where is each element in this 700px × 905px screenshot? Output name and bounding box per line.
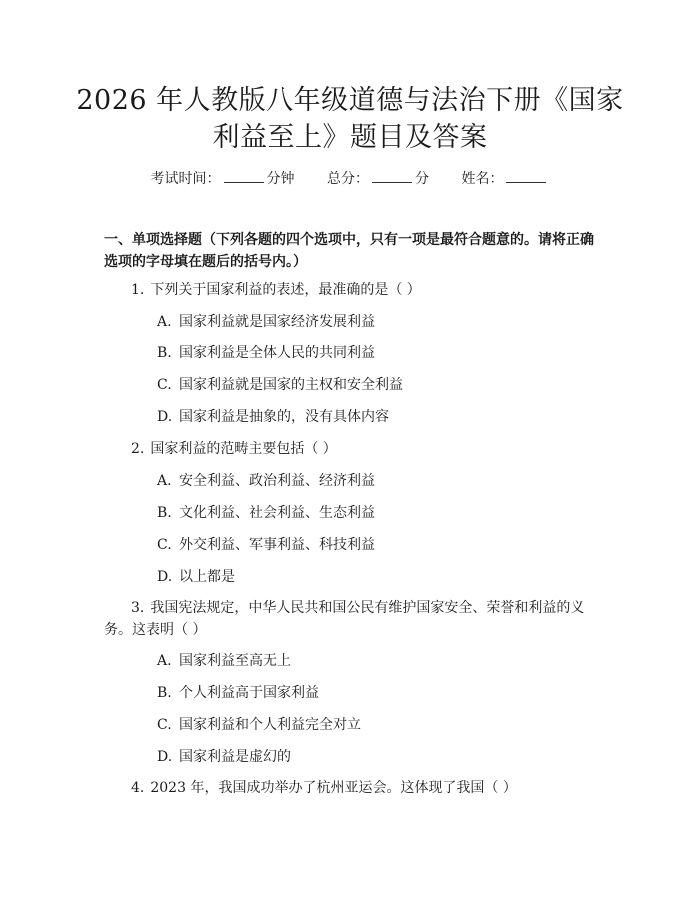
option-text: 文化利益、社会利益、生态利益 bbox=[179, 505, 375, 521]
option-text: 个人利益高于国家利益 bbox=[179, 685, 319, 701]
option-3b bbox=[157, 682, 617, 704]
option-letter: B. bbox=[157, 345, 172, 361]
option-text: 国家利益就是国家经济发展利益 bbox=[179, 314, 375, 330]
option-2d bbox=[157, 566, 617, 588]
option-2a bbox=[157, 470, 617, 492]
question-text: 国家利益的范畴主要包括（ ） bbox=[150, 441, 337, 457]
option-2b bbox=[157, 502, 617, 524]
question-number: 3. bbox=[131, 600, 145, 616]
question-3 bbox=[104, 597, 624, 641]
option-letter: C. bbox=[157, 537, 172, 553]
question-number: 2. bbox=[131, 441, 145, 457]
option-letter: B. bbox=[157, 505, 172, 521]
option-1c bbox=[157, 374, 617, 396]
option-1b bbox=[157, 342, 617, 364]
option-2c bbox=[157, 534, 617, 556]
option-text: 国家利益和个人利益完全对立 bbox=[179, 717, 361, 733]
option-text: 国家利益就是国家的主权和安全利益 bbox=[179, 377, 403, 393]
option-text: 国家利益是全体人民的共同利益 bbox=[179, 345, 375, 361]
option-letter: A. bbox=[157, 653, 172, 669]
option-3a bbox=[157, 650, 617, 672]
option-text: 以上都是 bbox=[179, 569, 235, 585]
option-letter: B. bbox=[157, 685, 172, 701]
option-letter: C. bbox=[157, 377, 172, 393]
option-letter: D. bbox=[157, 569, 173, 585]
option-text: 国家利益至高无上 bbox=[179, 653, 291, 669]
option-letter: D. bbox=[157, 749, 173, 765]
exam-title-line-2: 利益至上》题目及答案 bbox=[212, 122, 488, 153]
question-text-line-1: 我国宪法规定，中华人民共和国公民有维护国家安全、荣誉和利益的义 bbox=[150, 600, 585, 616]
option-text: 国家利益是抽象的，没有具体内容 bbox=[179, 409, 389, 425]
option-1d bbox=[157, 406, 617, 428]
option-letter: A. bbox=[157, 314, 172, 330]
question-4 bbox=[131, 777, 621, 799]
exam-title-line-1: 2026 年人教版八年级道德与法治下册《国家 bbox=[76, 85, 624, 116]
exam-time-blank bbox=[224, 168, 264, 183]
section-heading-line-1: 一、单项选择题（下列各题的四个选项中，只有一项是最符合题意的。请将正确 bbox=[104, 232, 594, 248]
option-3d bbox=[157, 746, 617, 768]
option-letter: C. bbox=[157, 717, 172, 733]
exam-info-bar bbox=[0, 168, 700, 189]
student-name-field bbox=[461, 171, 549, 187]
student-name-label: 姓名： bbox=[461, 171, 504, 187]
question-number: 1. bbox=[131, 282, 145, 298]
exam-time-unit: 分钟 bbox=[266, 171, 295, 187]
section-heading bbox=[104, 229, 624, 273]
option-text: 安全利益、政治利益、经济利益 bbox=[179, 473, 375, 489]
total-score-label: 总分： bbox=[327, 171, 369, 187]
question-text-line-2: 务。这表明（ ） bbox=[104, 622, 207, 638]
option-text: 外交利益、军事利益、科技利益 bbox=[179, 537, 375, 553]
option-3c bbox=[157, 714, 617, 736]
option-text: 国家利益是虚幻的 bbox=[179, 749, 291, 765]
exam-time-label: 考试时间： bbox=[150, 171, 221, 187]
exam-time-field bbox=[151, 171, 299, 187]
section-heading-line-2: 选项的字母填在题后的括号内。） bbox=[104, 254, 307, 270]
question-text: 下列关于国家利益的表述，最准确的是（ ） bbox=[150, 282, 421, 298]
total-score-field bbox=[327, 171, 433, 187]
question-2 bbox=[131, 438, 621, 460]
option-letter: A. bbox=[157, 473, 172, 489]
total-score-blank bbox=[372, 168, 412, 183]
total-score-unit: 分 bbox=[415, 171, 429, 187]
option-1a bbox=[157, 311, 617, 333]
question-number: 4. bbox=[131, 780, 145, 796]
option-letter: D. bbox=[157, 409, 173, 425]
question-1 bbox=[131, 279, 621, 301]
student-name-blank bbox=[506, 168, 546, 183]
question-text: 2023 年，我国成功举办了杭州亚运会。这体现了我国（ ） bbox=[150, 780, 517, 796]
